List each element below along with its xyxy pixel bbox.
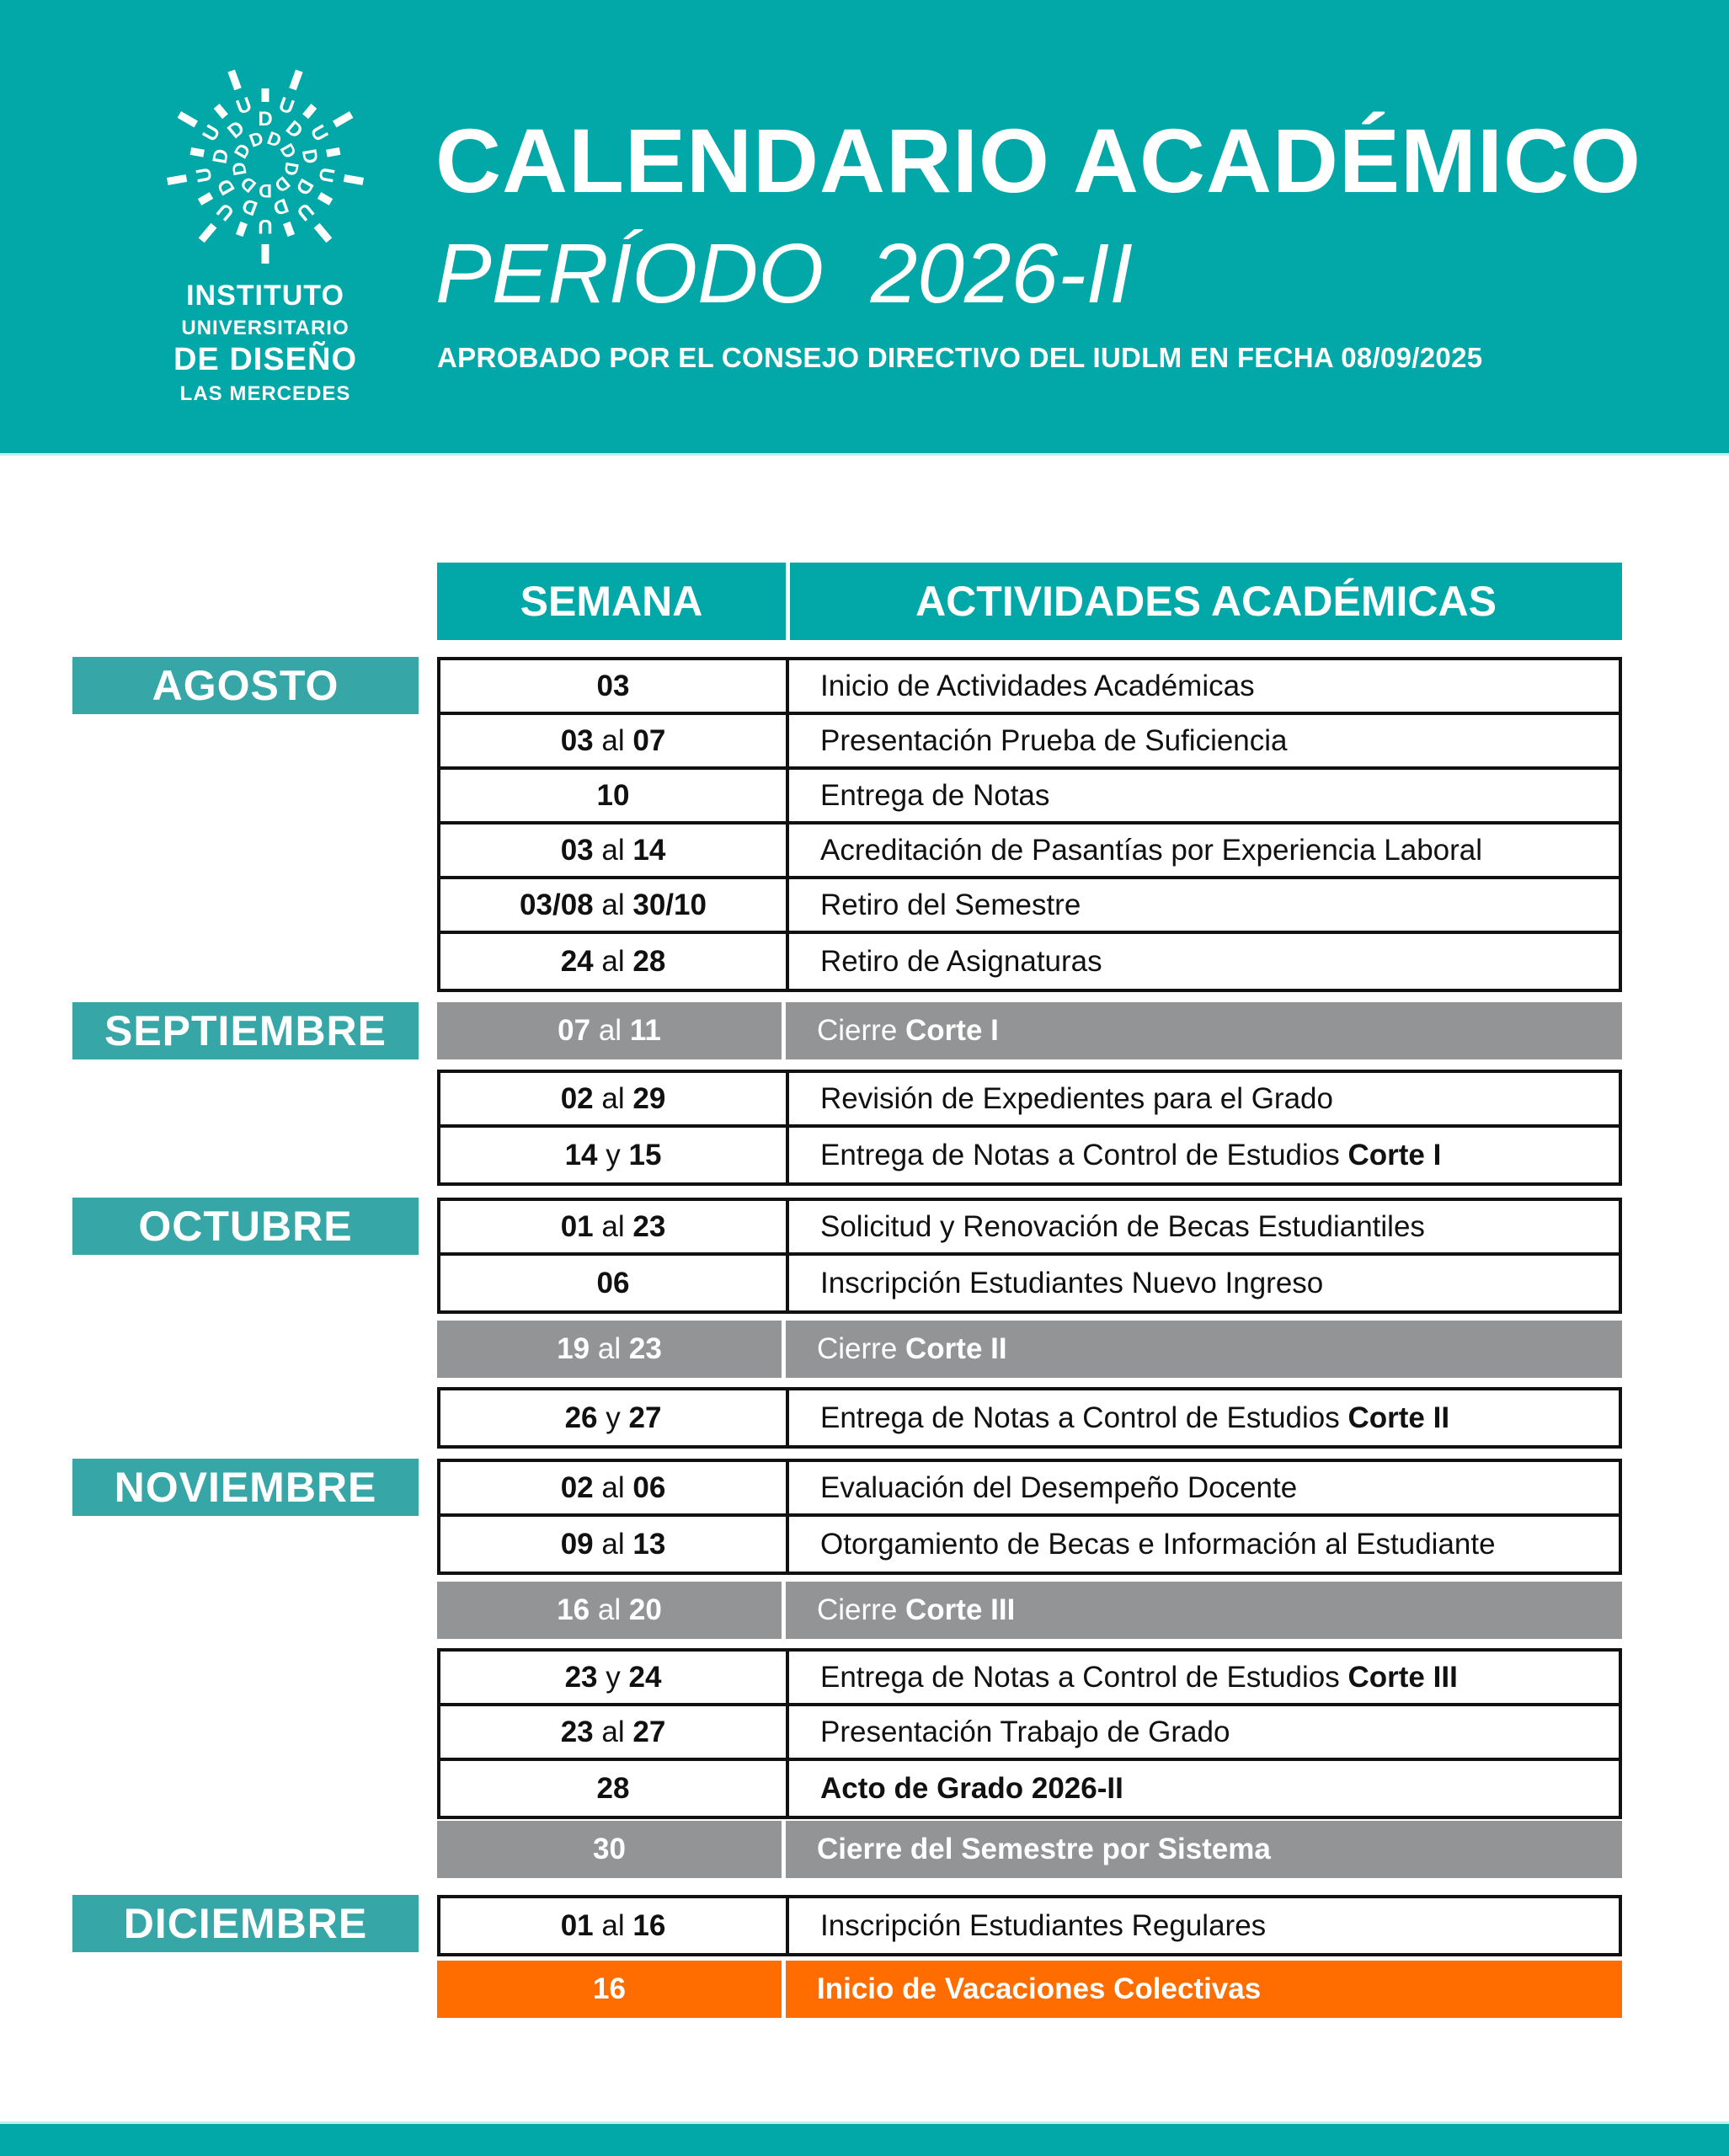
table-row	[440, 1256, 1619, 1310]
activity-cell: Entrega de Notas a Control de Estudios Corte II	[820, 1401, 1450, 1434]
svg-text:U: U	[258, 215, 273, 237]
month-label-octubre: OCTUBRE	[72, 1198, 419, 1255]
svg-text:D: D	[246, 126, 266, 152]
svg-text:D: D	[212, 174, 240, 200]
activity-cell: Otorgamiento de Becas e Información al Estudiante	[820, 1527, 1496, 1561]
week-cell: 16	[437, 1961, 786, 2018]
week-cell: 14 y 15	[440, 1128, 789, 1182]
month-label-noviembre: NOVIEMBRE	[72, 1459, 419, 1516]
svg-text:D: D	[270, 172, 295, 197]
week-cell: 10	[440, 770, 789, 821]
activity-cell: Inicio de Vacaciones Colectivas	[817, 1972, 1262, 2005]
table-row	[440, 1652, 1619, 1706]
table-row	[440, 1390, 1619, 1445]
activity-cell: Acreditación de Pasantías por Experiencia Laboral	[820, 833, 1483, 867]
week-cell: 09 al 13	[440, 1517, 789, 1572]
noviembre-activities-group	[437, 1459, 1622, 1575]
activity-cell: Presentación Prueba de Suficiencia	[820, 723, 1288, 757]
activity-cell: Cierre Corte III	[817, 1593, 1016, 1626]
week-cell: 30	[437, 1821, 786, 1878]
table-row	[440, 1073, 1619, 1128]
month-label-diciembre: DICIEMBRE	[72, 1895, 419, 1952]
svg-text:U: U	[198, 120, 226, 146]
vacaciones-band	[437, 1961, 1622, 2018]
table-row	[440, 1462, 1619, 1517]
week-cell: 19 al 23	[437, 1321, 786, 1378]
week-cell: 28	[440, 1761, 789, 1816]
week-cell: 23 y 24	[440, 1652, 789, 1703]
week-cell: 26 y 27	[440, 1390, 789, 1445]
noviembre-activities-group-2	[437, 1648, 1622, 1819]
logo-line-2: UNIVERSITARIO	[181, 317, 350, 339]
cierre-corte-band	[437, 1002, 1622, 1059]
octubre-activities-group	[437, 1198, 1622, 1314]
activity-cell: Presentación Trabajo de Grado	[820, 1715, 1230, 1748]
svg-text:U: U	[233, 93, 255, 120]
table-row	[440, 1517, 1619, 1572]
svg-text:D: D	[208, 147, 234, 166]
iudlm-starburst-logo-icon	[162, 59, 369, 270]
svg-text:D: D	[258, 108, 273, 131]
table-row	[440, 1761, 1619, 1816]
svg-text:U: U	[313, 165, 339, 184]
activity-cell: Cierre Corte II	[817, 1332, 1007, 1365]
svg-text:D: D	[280, 160, 303, 178]
week-cell: 02 al 29	[440, 1073, 789, 1124]
activity-cell: Inicio de Actividades Académicas	[820, 669, 1255, 702]
activity-cell: Inscripción Estudiantes Regulares	[820, 1908, 1267, 1942]
activity-cell: Retiro de Asignaturas	[820, 944, 1102, 978]
activity-cell: Entrega de Notas a Control de Estudios Corte III	[820, 1660, 1458, 1694]
week-cell: 23 al 27	[440, 1706, 789, 1758]
svg-text:D: D	[275, 140, 302, 163]
activity-cell: Cierre del Semestre por Sistema	[817, 1833, 1271, 1865]
week-cell: 01 al 16	[440, 1898, 789, 1953]
activity-cell: Entrega de Notas	[820, 778, 1050, 812]
svg-text:D: D	[223, 116, 249, 143]
svg-text:U: U	[291, 198, 318, 226]
approval-note: APROBADO POR EL CONSEJO DIRECTIVO DEL IUDLM EN FECHA 08/09/2025	[437, 342, 1483, 373]
footer-band	[0, 2124, 1729, 2156]
period-subtitle: PERÍODO 2026-II	[435, 227, 1134, 321]
svg-text:U: U	[275, 93, 297, 120]
week-cell: 03/08 al 30/10	[440, 879, 789, 931]
svg-text:D: D	[229, 140, 255, 163]
activity-cell: Entrega de Notas a Control de Estudios Corte I	[820, 1138, 1442, 1171]
cierre-corte-band	[437, 1321, 1622, 1378]
octubre-activities-group-2	[437, 1387, 1622, 1449]
septiembre-activities-group	[437, 1070, 1622, 1186]
activity-cell: Solicitud y Renovación de Becas Estudiantiles	[820, 1209, 1425, 1243]
table-row	[440, 1128, 1619, 1182]
column-header-activities: ACTIVIDADES ACADÉMICAS	[790, 563, 1622, 640]
week-cell: 24 al 28	[440, 934, 789, 989]
table-row	[440, 1201, 1619, 1256]
table-row	[440, 1706, 1619, 1761]
week-cell: 03 al 07	[440, 715, 789, 766]
svg-text:D: D	[259, 180, 272, 201]
week-cell: 16 al 20	[437, 1582, 786, 1639]
week-cell: 06	[440, 1256, 789, 1310]
svg-text:D: D	[264, 126, 285, 152]
svg-text:D: D	[238, 193, 261, 220]
week-cell: 01 al 23	[440, 1201, 789, 1252]
svg-text:D: D	[269, 193, 292, 220]
agosto-activities-group	[437, 657, 1622, 992]
table-row	[440, 715, 1619, 770]
svg-text:D: D	[291, 174, 318, 200]
table-row	[440, 879, 1619, 934]
svg-text:U: U	[212, 198, 239, 226]
table-row	[440, 825, 1619, 879]
header-divider	[0, 453, 1729, 456]
activity-cell: Cierre Corte I	[817, 1014, 999, 1047]
logo-line-1: INSTITUTO	[186, 280, 344, 312]
logo-line-4: LAS MERCEDES	[179, 382, 351, 405]
svg-text:U: U	[191, 165, 217, 184]
cierre-semestre-band	[437, 1821, 1622, 1878]
table-row	[440, 660, 1619, 715]
month-label-agosto: AGOSTO	[72, 657, 419, 714]
activity-cell: Revisión de Expedientes para el Grado	[820, 1081, 1333, 1115]
activity-cell: Acto de Grado 2026-II	[820, 1771, 1123, 1805]
column-header-week: SEMANA	[437, 563, 786, 640]
diciembre-activities-group	[437, 1895, 1622, 1956]
svg-text:D: D	[236, 172, 260, 197]
svg-text:D: D	[281, 116, 307, 143]
week-cell: 03 al 14	[440, 825, 789, 876]
week-cell: 07 al 11	[437, 1002, 786, 1059]
page-title: CALENDARIO ACADÉMICO	[435, 109, 1641, 211]
activity-cell: Inscripción Estudiantes Nuevo Ingreso	[820, 1266, 1324, 1299]
cierre-corte-band	[437, 1582, 1622, 1639]
week-cell: 02 al 06	[440, 1462, 789, 1513]
logo-line-3: DE DISEÑO	[173, 342, 358, 377]
table-row	[440, 770, 1619, 825]
activity-cell: Retiro del Semestre	[820, 888, 1081, 921]
svg-text:D: D	[296, 147, 323, 166]
activity-cell: Evaluación del Desempeño Docente	[820, 1470, 1298, 1504]
week-cell: 03	[440, 660, 789, 712]
svg-text:U: U	[305, 120, 333, 146]
svg-text:D: D	[227, 160, 251, 178]
table-row	[440, 1898, 1619, 1953]
table-row	[440, 934, 1619, 989]
month-label-septiembre: SEPTIEMBRE	[72, 1002, 419, 1059]
institution-logo	[152, 59, 379, 413]
